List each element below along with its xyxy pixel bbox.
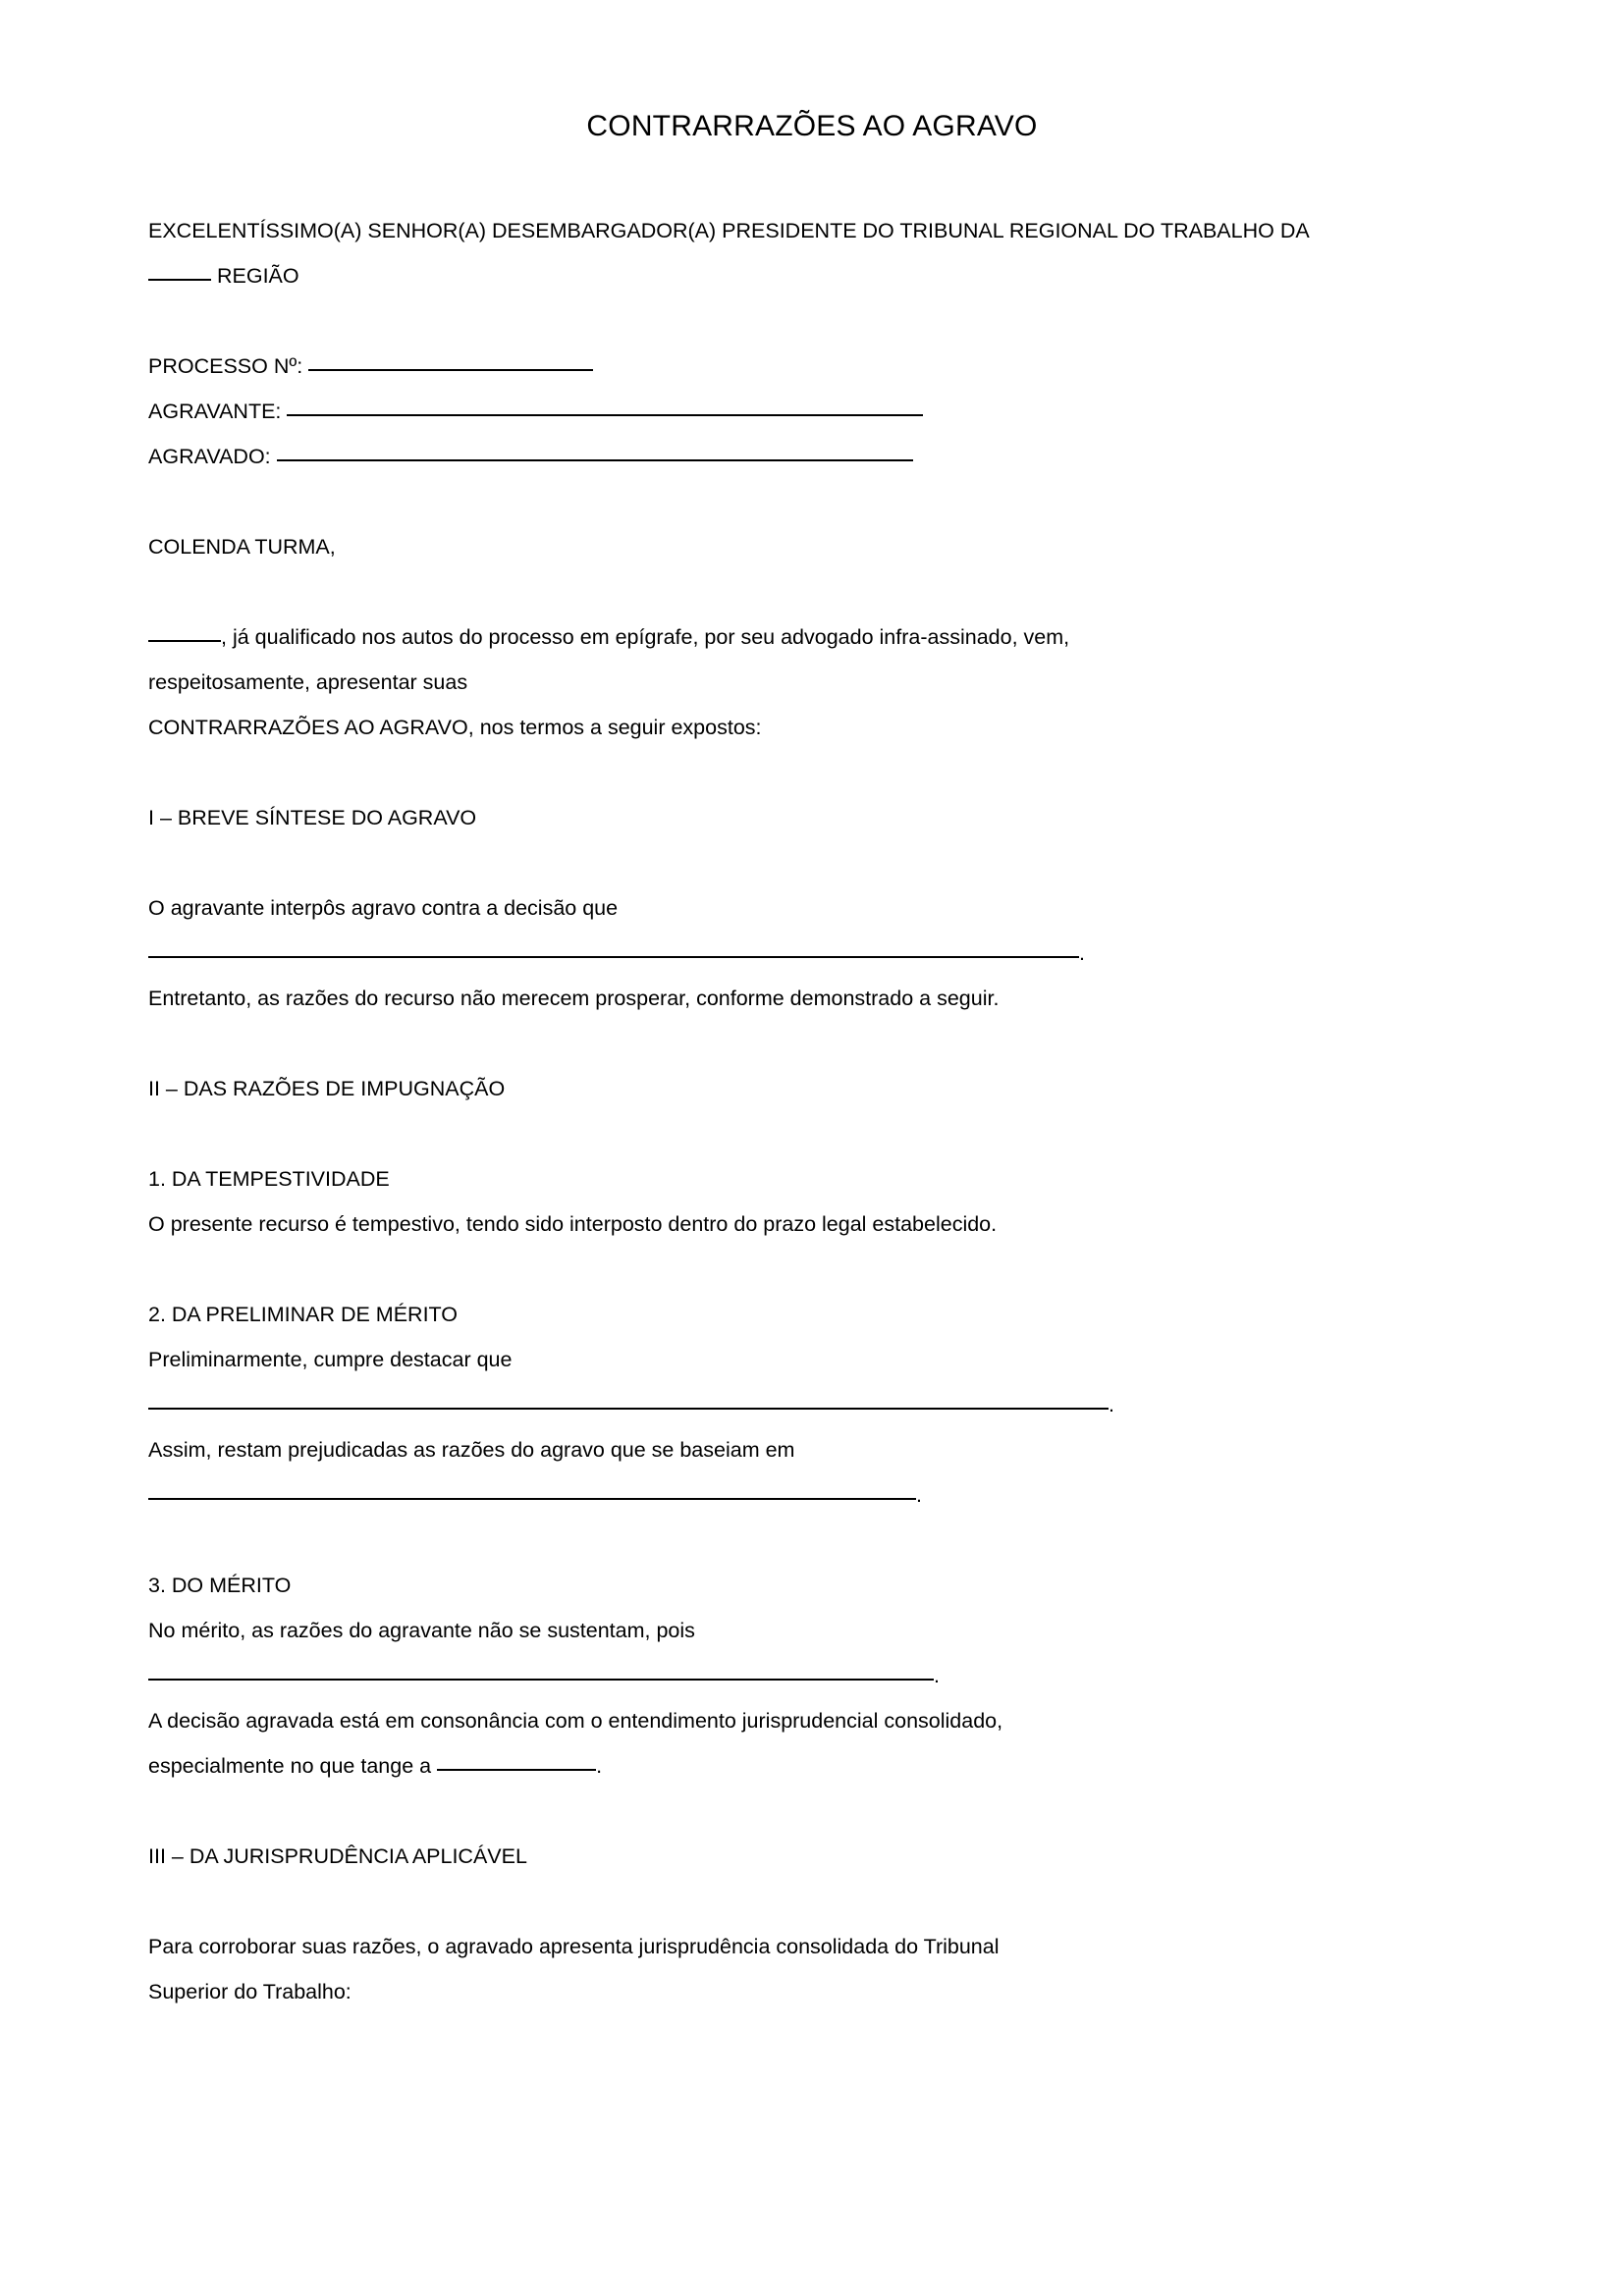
section-i-fill-blank	[148, 956, 1079, 958]
processo-blank	[308, 369, 593, 371]
subsection-2-title: 2. DA PRELIMINAR DE MÉRITO	[148, 1303, 459, 1326]
field-agravante	[148, 389, 1624, 434]
intro-text-1: , já qualificado nos autos do processo em epígrafe, por seu advogado infra-assinado, vem,	[221, 625, 1070, 649]
intro-text-2: respeitosamente, apresentar suas	[148, 670, 468, 694]
subsection-3-inline-blank	[437, 1769, 596, 1771]
agravante-label: AGRAVANTE:	[148, 400, 288, 423]
spacer	[148, 750, 1624, 795]
subsection-2-text-1: Preliminarmente, cumpre destacar que	[148, 1348, 513, 1371]
region-blank	[148, 279, 211, 281]
processo-label: PROCESSO Nº:	[148, 354, 309, 378]
document-body	[148, 208, 1624, 2014]
section-iii-text-1: Para corroborar suas razões, o agravado apresenta jurisprudência consolidada do Tribunal	[148, 1935, 1000, 1958]
subsection-3-blank-line-1	[148, 1653, 1624, 1698]
region-label: REGIÃO	[211, 264, 299, 288]
spacer	[148, 1518, 1624, 1563]
subsection-2-blank-line-1	[148, 1382, 1624, 1427]
agravado-blank	[277, 459, 913, 461]
subsection-2-para-1	[148, 1337, 1624, 1382]
spacer	[148, 1879, 1624, 1924]
subsection-heading-1	[148, 1156, 1624, 1201]
section-i-para-2	[148, 976, 1624, 1021]
agravante-blank	[287, 414, 923, 416]
section-i-text-2: Entretanto, as razões do recurso não merecem prosperar, conforme demonstrado a seguir.	[148, 987, 1000, 1010]
section-i-title: I – BREVE SÍNTESE DO AGRAVO	[148, 806, 477, 829]
subsection-3-text-1: No mérito, as razões do agravante não se sustentam, pois	[148, 1619, 695, 1642]
section-heading-ii	[148, 1066, 1624, 1111]
subsection-heading-2	[148, 1292, 1624, 1337]
addressee-text: EXCELENTÍSSIMO(A) SENHOR(A) DESEMBARGADOR(A) PRESIDENTE DO TRIBUNAL REGIONAL DO TRABALHO DA	[148, 219, 1310, 242]
subsection-2-fill-blank-2	[148, 1498, 916, 1500]
section-iii-title: III – DA JURISPRUDÊNCIA APLICÁVEL	[148, 1844, 527, 1868]
subsection-heading-3	[148, 1563, 1624, 1608]
subsection-2-blank-terminator-1: .	[1109, 1393, 1114, 1416]
subsection-2-fill-blank-1	[148, 1408, 1109, 1410]
intro-line-3	[148, 705, 1624, 750]
intro-line-2	[148, 660, 1624, 705]
intro-text-3: CONTRARRAZÕES AO AGRAVO, nos termos a seguir expostos:	[148, 716, 762, 739]
section-iii-para-1	[148, 1924, 1624, 1969]
section-i-blank-terminator: .	[1079, 941, 1085, 965]
spacer	[148, 569, 1624, 614]
page-title: CONTRARRAZÕES AO AGRAVO	[586, 110, 1038, 142]
subsection-1-text: O presente recurso é tempestivo, tendo sido interposto dentro do prazo legal estabelecido.	[148, 1212, 998, 1236]
subsection-3-fill-blank-1	[148, 1679, 934, 1681]
section-i-para-1	[148, 885, 1624, 931]
subsection-3-text-3-prefix: especialmente no que tange a	[148, 1754, 438, 1778]
subsection-3-para-3	[148, 1743, 1624, 1789]
subsection-3-para-2	[148, 1698, 1624, 1743]
addressee-line-1	[148, 208, 1624, 253]
subsection-2-para-2	[148, 1427, 1624, 1472]
spacer	[148, 1247, 1624, 1292]
section-ii-title: II – DAS RAZÕES DE IMPUGNAÇÃO	[148, 1077, 506, 1100]
party-name-blank	[148, 640, 221, 642]
subsection-2-blank-terminator-2: .	[916, 1483, 922, 1507]
section-heading-iii	[148, 1834, 1624, 1879]
subsection-3-text-3-suffix: .	[596, 1754, 603, 1778]
subsection-3-para-1	[148, 1608, 1624, 1653]
subsection-3-title: 3. DO MÉRITO	[148, 1574, 292, 1597]
subsection-2-text-2: Assim, restam prejudicadas as razões do agravo que se baseiam em	[148, 1438, 795, 1462]
spacer	[148, 1111, 1624, 1156]
intro-line-1	[148, 614, 1624, 660]
agravado-label: AGRAVADO:	[148, 445, 277, 468]
field-agravado	[148, 434, 1624, 479]
section-i-blank-line	[148, 931, 1624, 976]
salutation	[148, 524, 1624, 569]
subsection-3-text-2: A decisão agravada está em consonância com o entendimento jurisprudencial consolidado,	[148, 1709, 1003, 1733]
subsection-3-blank-terminator-1: .	[934, 1664, 940, 1687]
section-iii-text-2: Superior do Trabalho:	[148, 1980, 352, 2003]
section-i-text-1: O agravante interpôs agravo contra a decisão que	[148, 896, 619, 920]
section-heading-i	[148, 795, 1624, 840]
spacer	[148, 479, 1624, 524]
salutation-text: COLENDA TURMA,	[148, 535, 336, 559]
section-iii-para-2	[148, 1969, 1624, 2014]
field-processo	[148, 344, 1624, 389]
spacer	[148, 1021, 1624, 1066]
addressee-line-2	[148, 253, 1624, 298]
subsection-1-para	[148, 1201, 1624, 1247]
spacer	[148, 840, 1624, 885]
spacer	[148, 298, 1624, 344]
subsection-1-title: 1. DA TEMPESTIVIDADE	[148, 1167, 390, 1191]
subsection-2-blank-line-2	[148, 1472, 1624, 1518]
spacer	[148, 1789, 1624, 1834]
